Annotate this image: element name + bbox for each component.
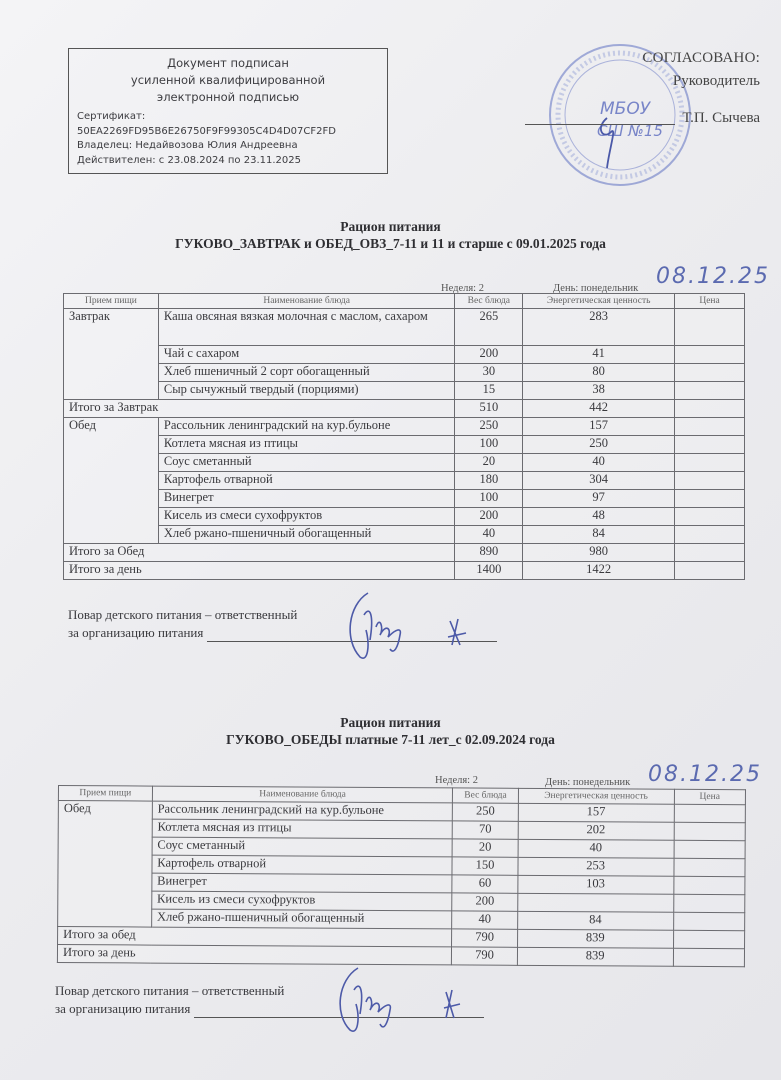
day-total-energy: 839 (517, 947, 673, 966)
energy-cell: 80 (523, 364, 675, 382)
menu2-day: День: понедельник (545, 777, 631, 788)
footer-line-2: за организацию питания (55, 1001, 191, 1016)
energy-cell: 283 (523, 309, 675, 346)
dish-cell: Хлеб ржано-пшеничный обогащенный (158, 526, 454, 544)
dish-cell: Котлета мясная из птицы (152, 819, 453, 839)
e-signature-box (68, 48, 388, 174)
total-row (64, 544, 745, 562)
weight-cell: 70 (453, 821, 518, 839)
price-cell (675, 472, 745, 490)
footer-line-2: за организацию питания (68, 625, 204, 640)
col-price: Цена (674, 789, 745, 804)
menu2-table (57, 785, 746, 967)
menu2-week: Неделя: 2 (435, 775, 478, 786)
price-cell (674, 822, 745, 840)
sig-line-3: электронной подписью (156, 90, 300, 104)
footer-line-1: Повар детского питания – ответственный (55, 983, 285, 998)
price-cell (675, 382, 745, 400)
dish-cell: Винегрет (152, 873, 453, 893)
certificate-label: Сертификат: (77, 111, 146, 122)
energy-cell: 40 (523, 454, 675, 472)
col-dish: Наименование блюда (152, 786, 453, 803)
weight-cell: 20 (455, 454, 523, 472)
price-cell (675, 309, 745, 346)
table-row (64, 309, 745, 346)
col-energy: Энергетическая ценность (523, 294, 675, 309)
menu2-subtitle: ГУКОВО_ОБЕДЫ платные 7-11 лет_с 02.09.2024 года (226, 732, 555, 747)
menu2-title: Рацион питания (340, 715, 441, 730)
energy-cell: 48 (523, 508, 675, 526)
total-energy: 442 (523, 400, 675, 418)
total-weight: 790 (452, 929, 517, 947)
table-row (64, 454, 745, 472)
col-energy: Энергетическая ценность (518, 788, 674, 804)
dish-cell: Кисель из смеси сухофруктов (152, 891, 453, 911)
certificate-number: 50EA2269FD95B6E26750F9F99305C4D4D07CF2FD (77, 125, 336, 137)
menu2-heading (0, 714, 781, 748)
total-label: Итого за обед (58, 927, 453, 947)
day-total-label: Итого за день (57, 945, 452, 965)
weight-cell: 250 (455, 418, 523, 436)
dish-cell: Соус сметанный (152, 837, 453, 857)
approval-name: Т.П. Сычева (682, 110, 760, 126)
dish-cell: Кисель из смеси сухофруктов (158, 508, 454, 526)
price-cell (673, 894, 744, 912)
energy-cell: 157 (523, 418, 675, 436)
cook-signature (330, 962, 480, 1042)
day-total-weight: 1400 (455, 562, 523, 580)
menu1-table (63, 293, 745, 580)
dish-cell: Картофель отварной (158, 472, 454, 490)
energy-cell: 97 (523, 490, 675, 508)
dish-cell: Каша овсяная вязкая молочная с маслом, сахаром (158, 309, 454, 346)
dish-cell: Рассольник ленинградский на кур.бульоне (158, 418, 454, 436)
energy-cell: 41 (523, 346, 675, 364)
total-weight: 510 (455, 400, 523, 418)
energy-cell (517, 893, 673, 912)
energy-cell: 202 (518, 821, 674, 840)
col-meal: Прием пищи (64, 294, 159, 309)
weight-cell: 265 (455, 309, 523, 346)
day-total-weight: 790 (452, 947, 517, 965)
dish-cell: Винегрет (158, 490, 454, 508)
price-cell (675, 436, 745, 454)
total-row (64, 400, 745, 418)
energy-cell: 250 (523, 436, 675, 454)
weight-cell: 30 (455, 364, 523, 382)
weight-cell: 200 (455, 346, 523, 364)
col-meal: Прием пищи (58, 786, 152, 802)
meal-cell: Обед (64, 418, 159, 544)
weight-cell: 20 (453, 839, 518, 857)
table-row (64, 346, 745, 364)
col-weight: Вес блюда (455, 294, 523, 309)
col-price: Цена (675, 294, 745, 309)
table-row (64, 436, 745, 454)
approval-block (560, 50, 760, 127)
weight-cell: 15 (455, 382, 523, 400)
certificate-owner: Владелец: Недайвозова Юлия Андреевна (77, 140, 298, 151)
table-row (64, 364, 745, 382)
table-row (64, 418, 745, 436)
price-cell (675, 454, 745, 472)
approval-role: Руководитель (672, 73, 760, 89)
price-cell (675, 346, 745, 364)
certificate-validity: Действителен: с 23.08.2024 по 23.11.2025 (77, 154, 301, 166)
price-cell (674, 840, 745, 858)
menu1-handwritten-date: 08.12.25 (656, 264, 770, 289)
sig-line-2: усиленной квалифицированной (130, 73, 326, 87)
energy-cell: 304 (523, 472, 675, 490)
approval-signature-line (525, 124, 675, 125)
weight-cell: 200 (452, 893, 517, 911)
price-cell (674, 858, 745, 876)
dish-cell: Чай с сахаром (158, 346, 454, 364)
price-cell (673, 912, 744, 930)
total-energy: 839 (517, 929, 673, 948)
menu1-heading (0, 218, 781, 252)
table-row (64, 508, 745, 526)
dish-cell: Хлеб пшеничный 2 сорт обогащенный (158, 364, 454, 382)
total-energy: 980 (523, 544, 675, 562)
col-dish: Наименование блюда (158, 294, 454, 309)
price-cell (673, 876, 744, 894)
dish-cell: Хлеб ржано-пшеничный обогащенный (151, 909, 452, 929)
weight-cell: 150 (452, 857, 517, 875)
footer-line-1: Повар детского питания – ответственный (68, 607, 298, 622)
price-cell (674, 804, 745, 822)
energy-cell: 84 (517, 911, 673, 930)
dish-cell: Котлета мясная из птицы (158, 436, 454, 454)
table-row (64, 382, 745, 400)
dish-cell: Сыр сычужный твердый (порциями) (158, 382, 454, 400)
menu2-handwritten-date: 08.12.25 (648, 762, 762, 787)
meal-cell: Обед (58, 801, 153, 928)
table-row (64, 472, 745, 490)
day-total-energy: 1422 (523, 562, 675, 580)
price-cell (675, 526, 745, 544)
energy-cell: 38 (523, 382, 675, 400)
weight-cell: 250 (453, 803, 518, 821)
weight-cell: 180 (455, 472, 523, 490)
energy-cell: 157 (518, 803, 674, 822)
cook-signature (340, 585, 490, 665)
price-cell (675, 364, 745, 382)
svg-text:СШ №15: СШ №15 (597, 122, 663, 140)
energy-cell: 40 (518, 839, 674, 858)
weight-cell: 100 (455, 490, 523, 508)
dish-cell: Картофель отварной (152, 855, 453, 875)
dish-cell: Соус сметанный (158, 454, 454, 472)
day-total-label: Итого за день (64, 562, 455, 580)
total-label: Итого за Завтрак (64, 400, 455, 418)
energy-cell: 253 (518, 857, 674, 876)
total-weight: 890 (455, 544, 523, 562)
meal-cell: Завтрак (64, 309, 159, 400)
menu1-header-row (64, 294, 745, 309)
price-cell (675, 508, 745, 526)
total-label: Итого за Обед (64, 544, 455, 562)
sig-line-1: Документ подписан (167, 56, 289, 70)
menu1-week: Неделя: 2 (441, 283, 484, 294)
dish-cell: Рассольник ленинградский на кур.бульоне (152, 801, 453, 821)
day-total-row (64, 562, 745, 580)
price-cell (675, 418, 745, 436)
weight-cell: 40 (455, 526, 523, 544)
approval-title: СОГЛАСОВАНО: (642, 50, 760, 66)
weight-cell: 200 (455, 508, 523, 526)
menu1-title: Рацион питания (340, 219, 441, 234)
weight-cell: 60 (452, 875, 517, 893)
menu1-day: День: понедельник (553, 283, 639, 294)
weight-cell: 40 (452, 911, 517, 929)
table-row (64, 490, 745, 508)
menu1-subtitle: ГУКОВО_ЗАВТРАК и ОБЕД_ОВЗ_7-11 и 11 и старше с 09.01.2025 года (175, 236, 606, 251)
energy-cell: 103 (518, 875, 674, 894)
stamp-text: МБОУ (600, 99, 651, 119)
weight-cell: 100 (455, 436, 523, 454)
energy-cell: 84 (523, 526, 675, 544)
table-row (64, 526, 745, 544)
col-weight: Вес блюда (453, 788, 518, 803)
price-cell (675, 490, 745, 508)
